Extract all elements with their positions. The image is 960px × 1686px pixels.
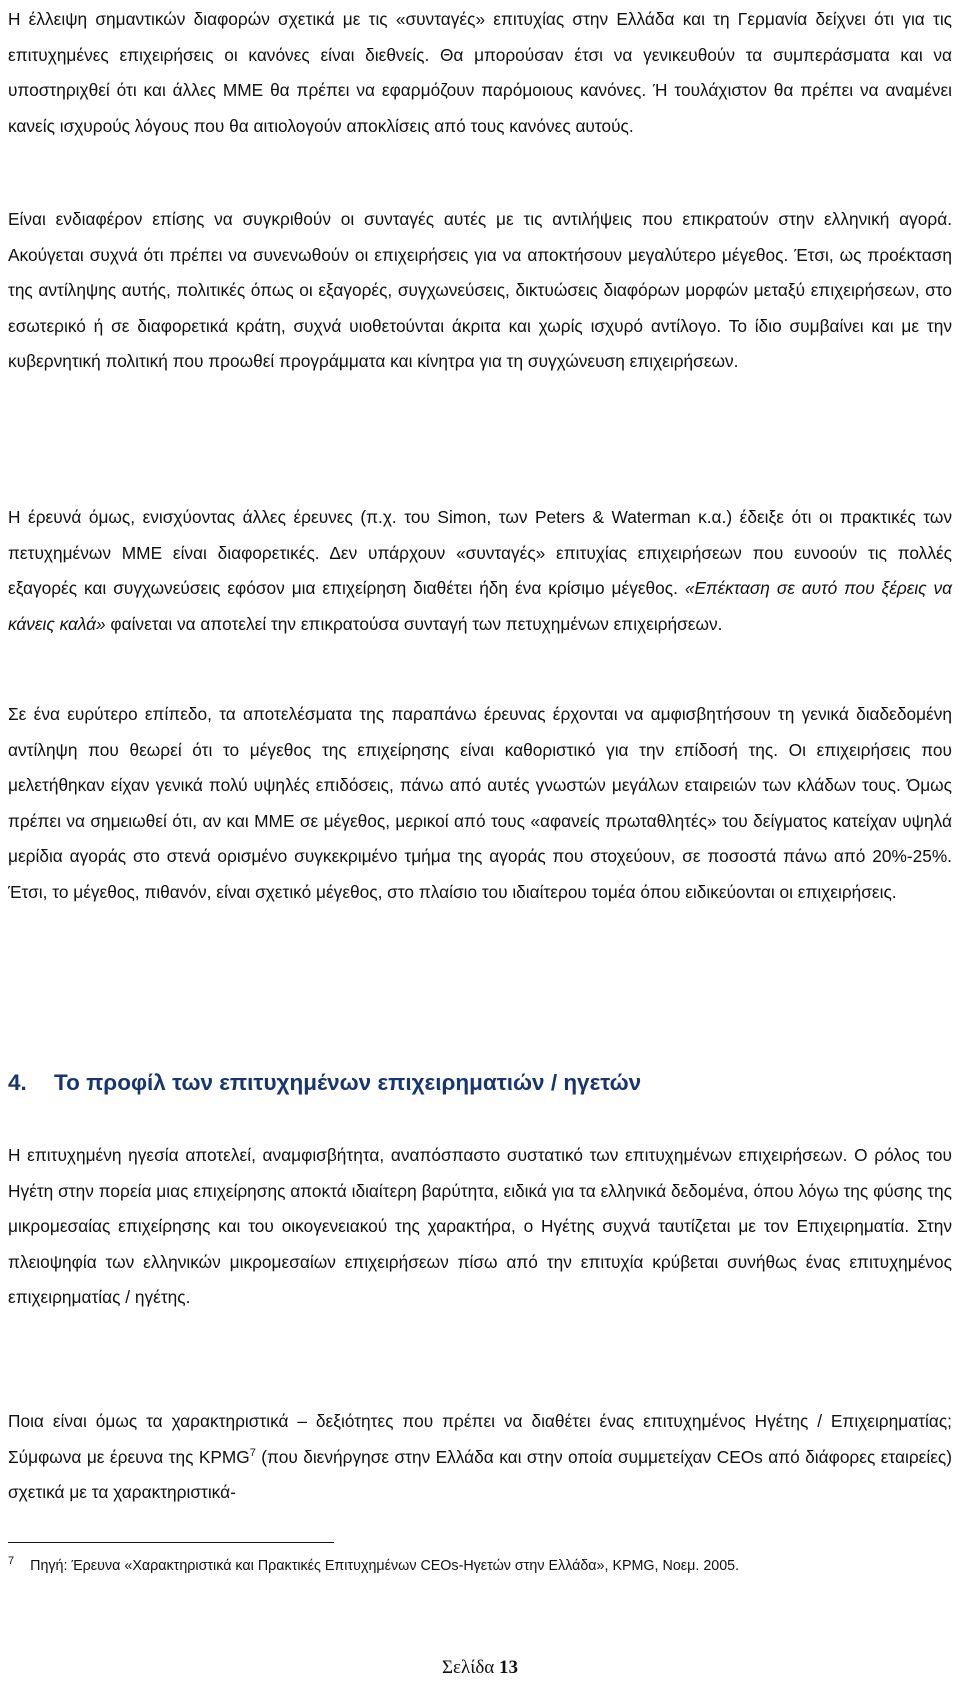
page-number-label: Σελίδα <box>441 1657 495 1678</box>
section-number: 4. <box>8 1070 27 1095</box>
footnote-mark: 7 <box>8 1555 15 1567</box>
section-heading <box>8 1070 641 1096</box>
paragraph <box>8 1404 952 1511</box>
paragraph: Η έλλειψη σημαντικών διαφορών σχετικά με τις «συνταγές» επιτυχίας στην Ελλάδα και τη Γερμανία δείχνει ότι για τις επιτυχημένες επιχειρήσεις οι κανόνες είναι διεθνείς. Θα μπορούσαν έτσι να γενικευθούν τα συμπεράσματα και να υποστηριχθεί ότι και άλλες ΜΜΕ θα πρέπει να εφαρμόζουν παρόμοιους κανόνες. Ή τουλάχιστον θα πρέπει να αναμένει κανείς ισχυρούς λόγους που θα αιτιολογούν αποκλίσεις από τους κανόνες αυτούς. <box>8 9 952 136</box>
page-number-value: 13 <box>499 1657 519 1678</box>
paragraph <box>8 500 952 642</box>
page-number <box>0 1657 960 1679</box>
footnote-reference[interactable]: 7 <box>249 1446 256 1459</box>
footnote <box>8 1551 739 1576</box>
paragraph-text: Η έρευνά όμως, ενισχύοντας άλλες έρευνες (π.χ. του Simon, των Peters & Waterman κ.α.) έδειξε ότι οι πρακτικές των πετυχημένων ΜΜΕ είναι διαφορετικές. Δεν υπάρχουν «συνταγές» επιτυχίας επιχειρήσεων που ευνοούν τις πολλές εξαγορές και συγχωνεύσεις εφόσον μια επιχείρηση διαθέτει ήδη ένα κρίσιμο μέγεθος. <box>8 507 952 599</box>
paragraph: Σε ένα ευρύτερο επίπεδο, τα αποτελέσματα της παραπάνω έρευνας έρχονται να αμφισβητήσουν τη γενικά διαδεδομένη αντίληψη που θεωρεί ότι το μέγεθος της επιχείρησης είναι καθοριστικό για την επίδοσή της. Οι επιχειρήσεις που μελετήθηκαν είχαν γενικά πολύ υψηλές επιδόσεις, πάνω από αυτές γνωστών μεγάλων εταιρειών των κλάδων τους. Όμως πρέπει να σημειωθεί ότι, αν και ΜΜΕ σε μέγεθος, μερικοί από τους «αφανείς πρωταθλητές» του δείγματος κατείχαν υψηλά μερίδια αγοράς στο στενά ορισμένο συγκεκριμένο τμήμα της αγοράς που στοχεύουν, σε ποσοστά πάνω από 20%-25%. Έτσι, το μέγεθος, πιθανόν, είναι σχετικό μέγεθος, στο πλαίσιο του ιδιαίτερου τομέα όπου ειδικεύονται οι επιχειρήσεις. <box>8 704 952 902</box>
paragraph-text: (που διενήργησε στην Ελλάδα και στην οποία συμμετείχαν CEOs από διάφορες εταιρείες) σχετικά με τα χαρακτηριστικά- <box>8 1446 952 1503</box>
section-title: Το προφίλ των επιτυχημένων επιχειρηματιών / ηγετών <box>54 1070 642 1095</box>
paragraph-text: φαίνεται να αποτελεί την επικρατούσα συνταγή των πετυχημένων επιχειρήσεων. <box>110 613 723 634</box>
paragraph: Είναι ενδιαφέρον επίσης να συγκριθούν οι συνταγές αυτές με τις αντιλήψεις που επικρατούν στην ελληνική αγορά. Ακούγεται συχνά ότι πρέπει να συνενωθούν οι επιχειρήσεις για να αποκτήσουν μεγαλύτερο μέγεθος. Έτσι, ως προέκταση της αντίληψης αυτής, πολιτικές όπως οι εξαγορές, συγχωνεύσεις, δικτυώσεις διαφόρων μορφών μεταξύ επιχειρήσεων, στο εσωτερικό ή σε διαφορετικά κράτη, συχνά υιοθετούνται άκριτα και χωρίς ισχυρό αντίλογο. Το ίδιο συμβαίνει και με την κυβερνητική πολιτική που προωθεί προγράμματα και κίνητρα για τη συγχώνευση επιχειρήσεων. <box>8 209 952 372</box>
footnote-divider <box>8 1542 334 1543</box>
paragraph-text: Ποια είναι όμως τα χαρακτηριστικά – δεξιότητες που πρέπει να διαθέτει ένας επιτυχημένος Ηγέτης / Επιχειρηματίας; Σύμφωνα με έρευνα της KPMG <box>8 1411 952 1467</box>
paragraph: Η επιτυχημένη ηγεσία αποτελεί, αναμφισβήτητα, αναπόσπαστο συστατικό των επιτυχημένων επιχειρήσεων. Ο ρόλος του Ηγέτη στην πορεία μιας επιχείρησης αποκτά ιδιαίτερη βαρύτητα, ειδικά για τα ελληνικά δεδομένα, όπου λόγω της φύσης της μικρομεσαίας επιχείρησης και του οικογενειακού της χαρακτήρα, ο Ηγέτης συχνά ταυτίζεται με τον Επιχειρηματία. Στην πλειοψηφία των ελληνικών μικρομεσαίων επιχειρήσεων πίσω από την επιτυχία κρύβεται συνήθως ένας επιτυχημένος επιχειρηματίας / ηγέτης. <box>8 1145 952 1308</box>
italic-quote: «Επέκταση σε αυτό που ξέρεις να κάνεις καλά» <box>8 578 952 634</box>
footnote-text: Πηγή: Έρευνα «Χαρακτηριστικά και Πρακτικές Επιτυχημένων CEOs-Ηγετών στην Ελλάδα», KPMG, Νοεμ. 2005. <box>30 1557 740 1574</box>
